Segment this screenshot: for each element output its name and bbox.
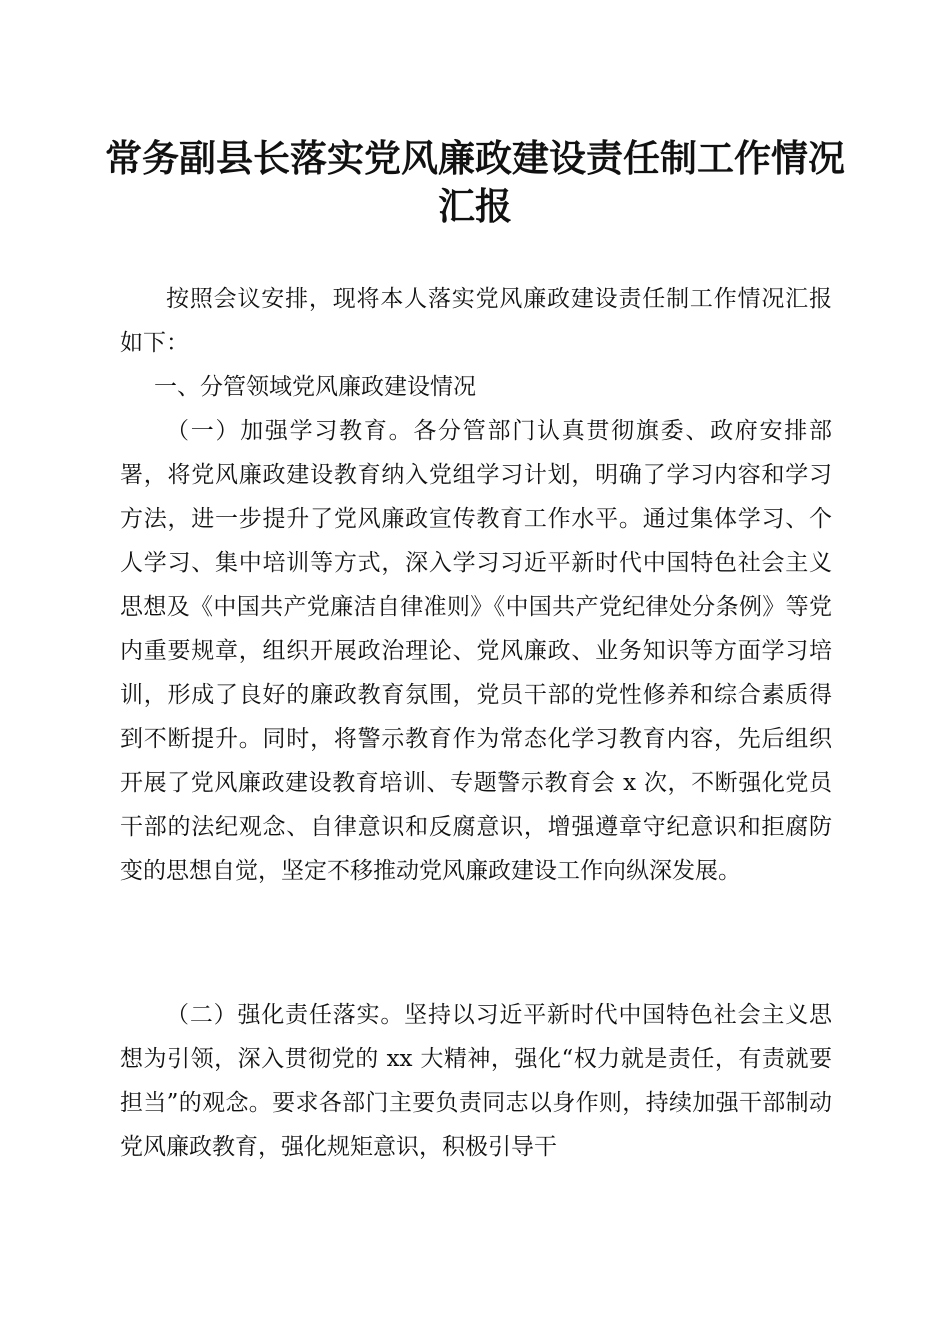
section-1-heading: 一、分管领域党风廉政建设情况	[154, 374, 476, 400]
intro-paragraph: 按照会议安排，现将本人落实党风廉政建设责任制工作情况汇报如下：	[120, 286, 832, 356]
document-title-line-2: 汇报	[438, 184, 512, 228]
paragraph-1-lead: （一）加强学习教育。	[166, 418, 414, 444]
paragraph-1	[120, 409, 832, 893]
paragraph-2	[120, 993, 832, 1169]
paragraph-1-body: 各分管部门认真贯彻旗委、政府安排部署，将党风廉政建设教育纳入党组学习计划，明确了学习内容和学习方法，进一步提升了党风廉政宣传教育工作水平。通过集体学习、个人学习、集中培训等方式，深入学习习近平新时代中国特色社会主义思想及《中国共产党廉洁自律准则》《中国共产党纪律处分条例》等党内重要规章，组织开展政治理论、党风廉政、业务知识等方面学习培训，形成了良好的廉政教育氛围，党员干部的党性修养和综合素质得到不断提升。同时，将警示教育作为常态化学习教育内容，先后组织开展了党风廉政建设教育培训、专题警示教育会 x 次，不断强化党员干部的法纪观念、自律意识和反腐意识，增强遵章守纪意识和拒腐防变的思想自觉，坚定不移推动党风廉政建设工作向纵深发展。	[120, 418, 833, 884]
document-title-line-1: 常务副县长落实党风廉政建设责任制工作情况	[105, 136, 845, 180]
paragraph-2-lead: （二）强化责任落实。	[166, 1002, 405, 1028]
paragraph-2-body: 坚持以习近平新时代中国特色社会主义思想为引领，深入贯彻党的 xx 大精神，强化“权力就是责任，有责就要担当”的观念。要求各部门主要负责同志以身作则，持续加强干部制动党风廉政教育，强化规矩意识，积极引导干	[120, 1002, 833, 1160]
